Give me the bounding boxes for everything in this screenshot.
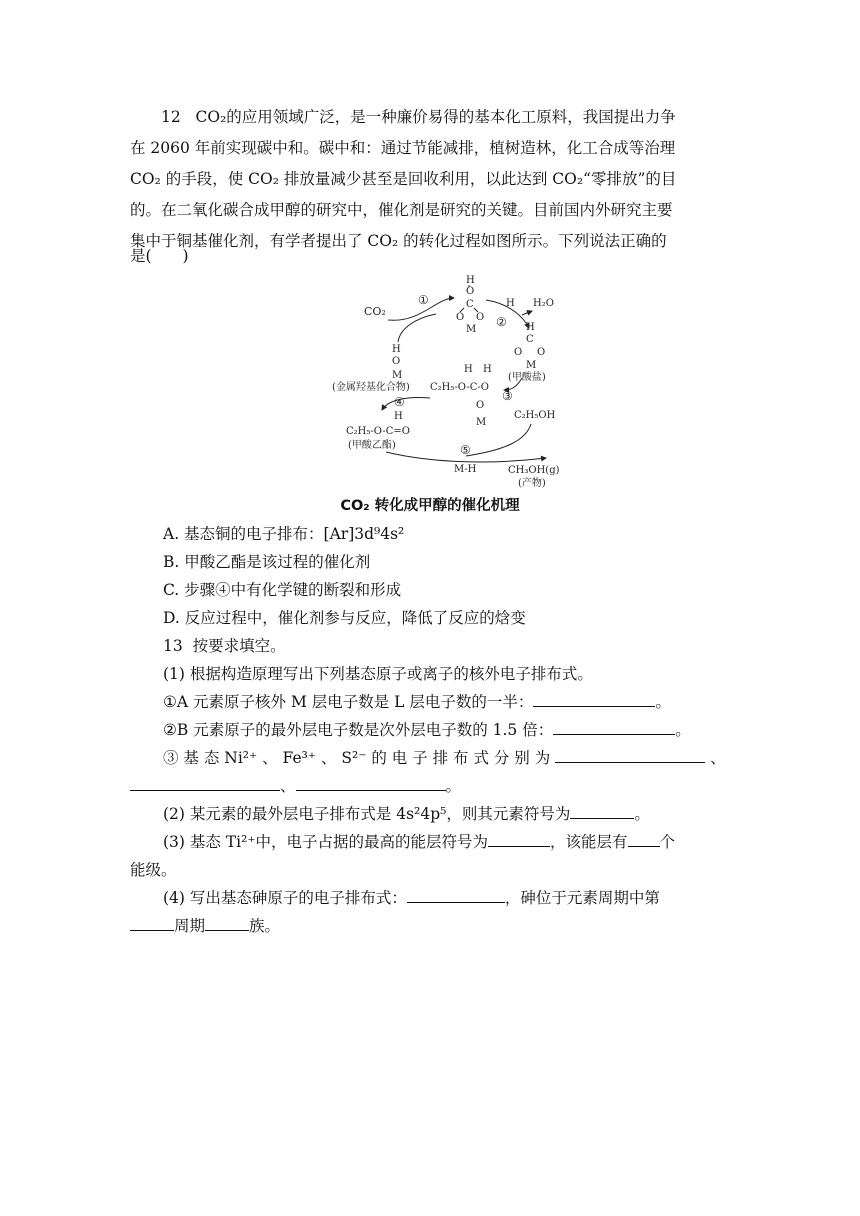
ester-formula: C₂H₅-O-C=O bbox=[346, 426, 410, 437]
answer-blank-arsenic-config[interactable] bbox=[407, 888, 505, 903]
formate-o-left: O bbox=[514, 347, 523, 358]
center-h2: H bbox=[483, 364, 492, 375]
q13-part3 bbox=[163, 828, 675, 856]
hydroxy-label: (金属羟基化合物) bbox=[332, 382, 410, 393]
co2-mechanism-diagram bbox=[326, 268, 566, 490]
q13-item2 bbox=[163, 716, 691, 744]
q13-part2-text: (2) 某元素的最外层电子排布式是 4s²4p⁵，则其元素符号为 bbox=[163, 805, 571, 823]
ester-h: H bbox=[394, 411, 403, 422]
answer-blank-group[interactable] bbox=[205, 916, 249, 931]
q12-number: 12 bbox=[161, 108, 181, 126]
q13-part3-mid: ，该能层有 bbox=[550, 833, 628, 851]
q12-line-5: 集中于铜基催化剂，有学者提出了 CO₂ 的转化过程如图所示。下列说法正确的 bbox=[130, 232, 667, 250]
formate-label: (甲酸盐) bbox=[508, 372, 546, 383]
answer-blank-sublevels[interactable] bbox=[628, 832, 660, 847]
ethanol-arrow bbox=[466, 424, 531, 456]
step1-label: ① bbox=[418, 293, 429, 307]
answer-blank-item2[interactable] bbox=[553, 720, 675, 735]
co2-label: CO₂ bbox=[364, 305, 386, 318]
step4-arrow bbox=[382, 398, 430, 411]
hydroxy-m: M bbox=[392, 370, 403, 381]
q13-heading bbox=[163, 632, 286, 660]
q13-item3-text: ③ 基 态 Ni²⁺ 、 Fe³⁺ 、 S²⁻ 的 电 子 排 布 式 分 别 为 bbox=[163, 749, 551, 767]
q13-part4-text: (4) 写出基态砷原子的电子排布式： bbox=[163, 889, 407, 907]
q13-part4-period: 周期 bbox=[174, 917, 206, 935]
top-o-left: O bbox=[456, 312, 465, 323]
answer-blank-item1[interactable] bbox=[533, 692, 655, 707]
q13-item2-text: ②B 元素原子的最外层电子数是次外层电子数的 1.5 倍： bbox=[163, 721, 554, 739]
q13-part2-end: 。 bbox=[634, 805, 650, 823]
q12-line-4: 的。在二氧化碳合成甲醇的研究中，催化剂是研究的关键。目前国内外研究主要 bbox=[130, 201, 673, 219]
q13-item1-end: 。 bbox=[655, 693, 671, 711]
methanol-label: CH₃OH(g) bbox=[508, 465, 560, 476]
hydroxy-h: H bbox=[392, 344, 401, 355]
q13-part3-text: (3) 基态 Ti²⁺中，电子占据的最高的能层符号为 bbox=[163, 833, 489, 851]
option-a: A. 基态铜的电子排布：[Ar]3d⁹4s² bbox=[163, 525, 405, 543]
formate-c: C bbox=[526, 334, 534, 345]
q13-title: 按要求填空。 bbox=[192, 637, 286, 655]
center-o: O bbox=[476, 400, 485, 411]
center-m: M bbox=[476, 417, 487, 428]
q12-line-2: 在 2060 年前实现碳中和。碳中和：通过节能减排，植树造林，化工合成等治理 bbox=[130, 139, 676, 157]
answer-blank-symbol[interactable] bbox=[570, 804, 634, 819]
q12-line-3: CO₂ 的手段，使 CO₂ 排放量减少甚至是回收利用，以此达到 CO₂“零排放”的目 bbox=[130, 170, 677, 188]
q13-item2-end: 。 bbox=[675, 721, 691, 739]
hydroxy-to-co2-arrow bbox=[398, 314, 436, 342]
h2o-label: H₂O bbox=[533, 298, 554, 309]
center-h1: H bbox=[464, 364, 473, 375]
answer-blank-s[interactable] bbox=[296, 776, 446, 791]
q13-number: 13 bbox=[163, 637, 183, 655]
top-o-right: O bbox=[476, 312, 485, 323]
mh-label: M-H bbox=[454, 464, 477, 475]
step5-label: ⑤ bbox=[460, 443, 471, 457]
answer-blank-period[interactable] bbox=[130, 916, 174, 931]
q12-stem-line: CO₂的应用领域广泛，是一种廉价易得的基本化工原料，我国提出力争 bbox=[195, 108, 676, 126]
q13-item3-sep2: 、 bbox=[280, 777, 296, 795]
answer-blank-shell[interactable] bbox=[488, 832, 550, 847]
option-c: C. 步骤④中有化学键的断裂和形成 bbox=[163, 581, 402, 599]
q13-part1: (1) 根据构造原理写出下列基态原子或离子的核外电子排布式。 bbox=[163, 665, 593, 683]
figure-caption: CO₂ 转化成甲醇的催化机理 bbox=[340, 498, 520, 514]
q13-part4-mid: ，砷位于元素周期中第 bbox=[504, 889, 660, 907]
q13-item1-text: ①A 元素原子核外 M 层电子数是 L 层电子数的一半： bbox=[163, 693, 534, 711]
hydroxy-o: O bbox=[392, 356, 401, 367]
q13-item3-end: 。 bbox=[445, 777, 462, 795]
formate-m: M bbox=[526, 360, 537, 371]
step4-label: ④ bbox=[394, 395, 405, 409]
q13-part2 bbox=[163, 800, 650, 828]
q12-line-1 bbox=[161, 103, 676, 131]
formate-h: H bbox=[526, 322, 535, 333]
formate-o-right: O bbox=[537, 347, 546, 358]
answer-blank-ni[interactable] bbox=[555, 748, 705, 763]
q13-item3-cont bbox=[130, 772, 461, 800]
center-chain: C₂H₅-O-C-O bbox=[430, 382, 489, 393]
top-m: M bbox=[466, 324, 477, 335]
option-d: D. 反应过程中，催化剂参与反应，降低了反应的焓变 bbox=[163, 609, 526, 627]
top-c: C bbox=[466, 299, 474, 310]
answer-blank-fe[interactable] bbox=[130, 776, 280, 791]
h-on-arrow: H bbox=[506, 298, 515, 309]
q13-item1 bbox=[163, 688, 671, 716]
product-label: (产物) bbox=[518, 478, 546, 489]
q13-part4-group: 族。 bbox=[249, 917, 281, 935]
q13-item3 bbox=[163, 744, 726, 772]
step2-label: ② bbox=[496, 315, 507, 329]
option-b: B. 甲酸乙酯是该过程的催化剂 bbox=[163, 553, 371, 571]
q13-part4-line2 bbox=[130, 912, 280, 940]
q13-part3-line2: 能级。 bbox=[130, 861, 177, 879]
top-h: H bbox=[466, 275, 475, 286]
top-o: O bbox=[466, 286, 475, 297]
q13-item3-sep1: 、 bbox=[710, 749, 726, 767]
ethanol-label: C₂H₅OH bbox=[514, 410, 556, 421]
step3-label: ③ bbox=[502, 389, 513, 403]
q12-line-6: 是( ) bbox=[130, 247, 189, 265]
q13-part3-suffix: 个 bbox=[659, 833, 676, 851]
ester-label: (甲酸乙酯) bbox=[348, 440, 396, 451]
q13-part4 bbox=[163, 884, 660, 912]
